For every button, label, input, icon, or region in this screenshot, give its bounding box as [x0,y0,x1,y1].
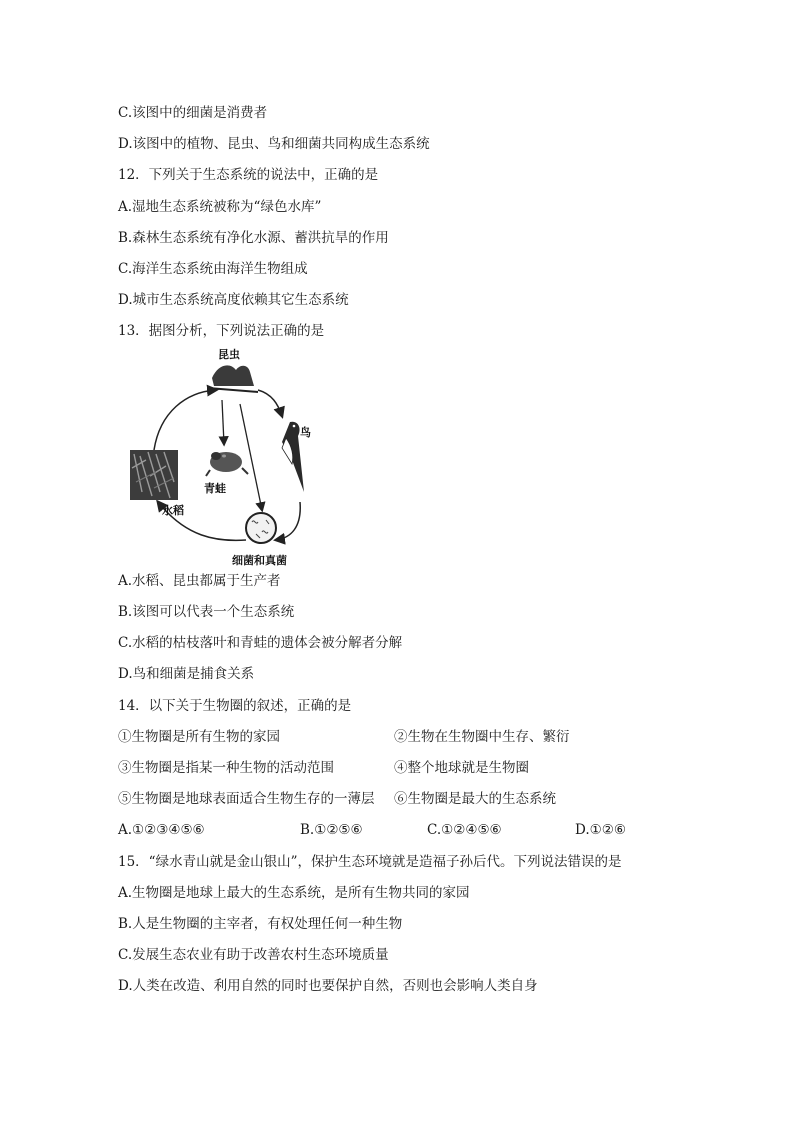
q14-statement-2: ②生物在生物圈中生存、繁衍 [394,729,570,745]
arrow-insect-to-bird [258,390,282,416]
q15-option-a: A.生物圈是地球上最大的生态系统，是所有生物共同的家园 [118,885,470,901]
q14-option-b: B.①②⑤⑥ [300,822,363,838]
q15-stem: 15．“绿水青山就是金山银山”，保护生态环境就是造福子孙后代。下列说法错误的是 [118,854,622,870]
q15-option-b: B.人是生物圈的主宰者，有权处理任何一种生物 [118,916,403,932]
label-insect: 昆虫 [218,348,240,361]
q12-option-d: D.城市生态系统高度依赖其它生态系统 [118,292,349,308]
frog-image [206,452,248,476]
arrow-insect-to-decomposer [240,404,262,510]
q14-option-a: A.①②③④⑤⑥ [118,822,205,838]
food-web-diagram [126,342,326,572]
label-decomposer: 细菌和真菌 [232,554,287,567]
q14-statement-4: ④整个地球就是生物圈 [394,760,529,776]
q12-stem: 12．下列关于生态系统的说法中，正确的是 [118,167,379,183]
q13-option-c: C.水稻的枯枝落叶和青蛙的遗体会被分解者分解 [118,635,403,651]
arrow-insect-to-frog [222,400,224,444]
rice-image [130,450,178,500]
q14-statement-3: ③生物圈是指某一种生物的活动范围 [118,760,334,776]
q13-option-a: A.水稻、昆虫都属于生产者 [118,573,281,589]
q12-option-c: C.海洋生态系统由海洋生物组成 [118,261,308,277]
arrow-rice-to-insect [154,390,216,450]
label-bird: 鸟 [300,426,311,439]
q14-stem: 14．以下关于生物圈的叙述，正确的是 [118,698,352,714]
q13-option-d: D.鸟和细菌是捕食关系 [118,666,255,682]
q11-option-c: C.该图中的细菌是消费者 [118,105,268,121]
q15-option-c: C.发展生态农业有助于改善农村生态环境质量 [118,947,389,963]
q13-option-b: B.该图可以代表一个生态系统 [118,604,295,620]
q13-stem: 13．据图分析，下列说法正确的是 [118,323,325,339]
label-frog: 青蛙 [204,482,226,495]
q14-statement-6: ⑥生物圈是最大的生态系统 [394,791,556,807]
q14-statement-1: ①生物圈是所有生物的家园 [118,729,280,745]
q15-option-d: D.人类在改造、利用自然的同时也要保护自然，否则也会影响人类自身 [118,978,538,994]
bacteria-fungi-image [246,513,276,543]
arrow-bird-to-decomposer [276,502,300,540]
q14-option-d: D.①②⑥ [575,822,626,838]
q12-option-b: B.森林生态系统有净化水源、蓄洪抗旱的作用 [118,230,389,246]
insect-image [208,365,258,392]
q14-option-c: C.①②④⑤⑥ [427,822,502,838]
label-rice: 水稻 [162,504,184,517]
q12-option-a: A.湿地生态系统被称为“绿色水库” [118,199,322,215]
q14-statement-5: ⑤生物圈是地球表面适合生物生存的一薄层 [118,791,375,807]
q11-option-d: D.该图中的植物、昆虫、鸟和细菌共同构成生态系统 [118,136,430,152]
